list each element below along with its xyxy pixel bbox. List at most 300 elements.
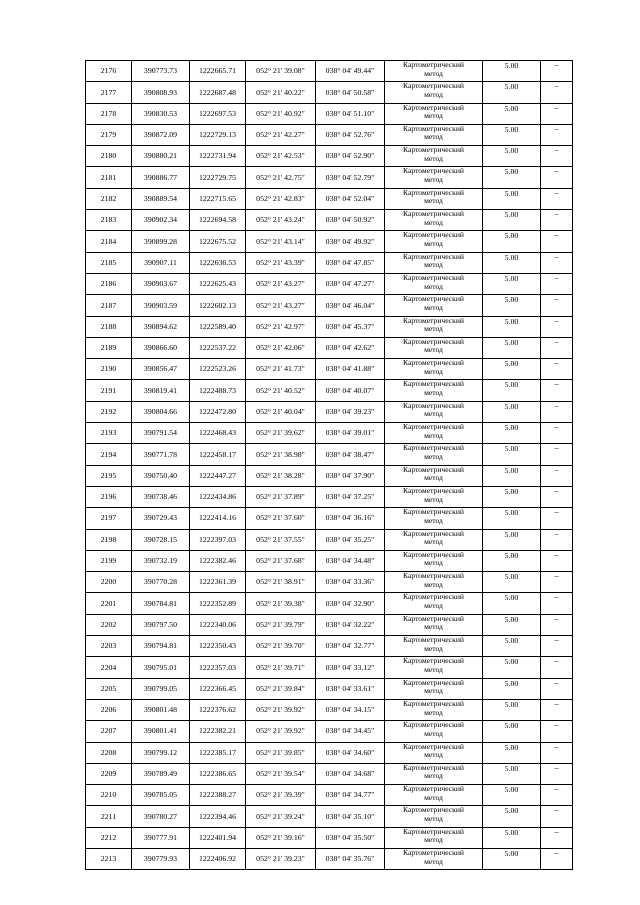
x-coordinate-cell: 390738.46 [132,486,190,507]
y-coordinate-cell: 1222357.03 [190,657,246,678]
coordinates-table [85,60,573,870]
method-cell [385,124,483,145]
method-cell [385,401,483,422]
y-coordinate-cell: 1222729.13 [190,124,246,145]
table-row [86,423,573,444]
x-coordinate-cell: 390866.60 [132,337,190,358]
longitude-cell: 038° 04' 37.25" [316,486,385,507]
point-number-cell: 2199 [86,550,132,571]
method-cell [385,231,483,252]
method-cell [385,444,483,465]
note-cell: – [541,61,573,82]
accuracy-cell: 5.00 [483,359,541,380]
accuracy-cell: 5.00 [483,465,541,486]
method-line-1: Картометрический [403,635,464,645]
accuracy-cell: 5.00 [483,508,541,529]
y-coordinate-cell: 1222366.45 [190,678,246,699]
note-cell: – [541,763,573,784]
latitude-cell: 052° 21' 39.79" [246,614,316,635]
latitude-cell: 052° 21' 38.91" [246,572,316,593]
point-number-cell: 2204 [86,657,132,678]
x-coordinate-cell: 390779.93 [132,848,190,869]
accuracy-cell: 5.00 [483,146,541,167]
note-cell: – [541,231,573,252]
method-cell [385,721,483,742]
method-line-2: метод [424,132,443,142]
method-cell [385,380,483,401]
x-coordinate-cell: 390804.66 [132,401,190,422]
table-row [86,465,573,486]
table-row [86,827,573,848]
method-cell [385,423,483,444]
note-cell: – [541,529,573,550]
latitude-cell: 052° 21' 37.89" [246,486,316,507]
table-row [86,508,573,529]
method-line-1: Картометрический [403,550,464,559]
method-line-1: Картометрический [403,81,464,91]
table-row [86,273,573,294]
x-coordinate-cell: 390799.12 [132,742,190,763]
method-line-1: Картометрический [403,230,464,240]
latitude-cell: 052° 21' 43.14" [246,231,316,252]
point-number-cell: 2198 [86,529,132,550]
point-number-cell: 2190 [86,359,132,380]
table-row [86,486,573,507]
latitude-cell: 052° 21' 40.52" [246,380,316,401]
method-cell [385,678,483,699]
y-coordinate-cell: 1222537.22 [190,337,246,358]
x-coordinate-cell: 390729.43 [132,508,190,529]
accuracy-cell: 5.00 [483,61,541,82]
accuracy-cell: 5.00 [483,401,541,422]
x-coordinate-cell: 390801.48 [132,699,190,720]
point-number-cell: 2208 [86,742,132,763]
latitude-cell: 052° 21' 42.53" [246,146,316,167]
longitude-cell: 038° 04' 45.37" [316,316,385,337]
y-coordinate-cell: 1222602.13 [190,295,246,316]
method-line-1: Картометрический [403,422,464,432]
table-row [86,678,573,699]
note-cell: – [541,337,573,358]
note-cell: – [541,124,573,145]
y-coordinate-cell: 1222697.53 [190,103,246,124]
note-cell: – [541,785,573,806]
method-cell [385,316,483,337]
longitude-cell: 038° 04' 34.60" [316,742,385,763]
point-number-cell: 2186 [86,273,132,294]
latitude-cell: 052° 21' 43.27" [246,273,316,294]
longitude-cell: 038° 04' 36.16" [316,508,385,529]
longitude-cell: 038° 04' 35.10" [316,806,385,827]
point-number-cell: 2196 [86,486,132,507]
method-line-2: метод [424,473,443,483]
point-number-cell: 2207 [86,721,132,742]
latitude-cell: 052° 21' 39.08" [246,61,316,82]
latitude-cell: 052° 21' 42.83" [246,188,316,209]
accuracy-cell: 5.00 [483,550,541,571]
method-line-2: метод [424,622,443,632]
method-line-1: Картометрический [403,507,464,517]
longitude-cell: 038° 04' 50.92" [316,210,385,231]
note-cell: – [541,678,573,699]
note-cell: – [541,188,573,209]
y-coordinate-cell: 1222352.89 [190,593,246,614]
x-coordinate-cell: 390773.73 [132,61,190,82]
longitude-cell: 038° 04' 52.90" [316,146,385,167]
longitude-cell: 038° 04' 51.10" [316,103,385,124]
method-line-2: метод [424,89,443,99]
accuracy-cell: 5.00 [483,316,541,337]
table-row [86,572,573,593]
table-row [86,614,573,635]
note-cell: – [541,657,573,678]
note-cell: – [541,465,573,486]
latitude-cell: 052° 21' 40.04" [246,401,316,422]
accuracy-cell: 5.00 [483,103,541,124]
point-number-cell: 2212 [86,827,132,848]
y-coordinate-cell: 1222523.26 [190,359,246,380]
method-line-1: Картометрический [403,571,464,581]
latitude-cell: 052° 21' 37.60" [246,508,316,529]
method-line-1: Картометрический [403,252,464,261]
note-cell: – [541,508,573,529]
table-row [86,529,573,550]
method-cell [385,82,483,103]
accuracy-cell: 5.00 [483,763,541,784]
longitude-cell: 038° 04' 34.45" [316,721,385,742]
table-row [86,806,573,827]
note-cell: – [541,82,573,103]
x-coordinate-cell: 390732.19 [132,550,190,571]
method-line-2: метод [424,558,443,568]
y-coordinate-cell: 1222447.27 [190,465,246,486]
method-line-1: Картометрический [403,720,464,730]
table-row [86,82,573,103]
x-coordinate-cell: 390791.54 [132,423,190,444]
table-row [86,593,573,614]
longitude-cell: 038° 04' 49.92" [316,231,385,252]
note-cell: – [541,827,573,848]
longitude-cell: 038° 04' 52.79" [316,167,385,188]
y-coordinate-cell: 1222715.65 [190,188,246,209]
table-row [86,359,573,380]
longitude-cell: 038° 04' 38.47" [316,444,385,465]
method-cell [385,529,483,550]
method-line-2: метод [424,324,443,334]
note-cell: – [541,380,573,401]
method-line-1: Картометрический [403,145,464,155]
table-row [86,380,573,401]
y-coordinate-cell: 1222687.48 [190,82,246,103]
x-coordinate-cell: 390872.09 [132,124,190,145]
method-line-1: Картометрический [403,103,464,112]
accuracy-cell: 5.00 [483,486,541,507]
point-number-cell: 2203 [86,636,132,657]
method-line-1: Картометрический [403,401,464,410]
x-coordinate-cell: 390903.67 [132,273,190,294]
point-number-cell: 2188 [86,316,132,337]
method-line-2: метод [424,792,443,802]
note-cell: – [541,273,573,294]
x-coordinate-cell: 390801.41 [132,721,190,742]
accuracy-cell: 5.00 [483,295,541,316]
method-cell [385,763,483,784]
note-cell: – [541,806,573,827]
accuracy-cell: 5.00 [483,657,541,678]
accuracy-cell: 5.00 [483,572,541,593]
point-number-cell: 2206 [86,699,132,720]
latitude-cell: 052° 21' 39.84" [246,678,316,699]
method-line-2: метод [424,643,443,653]
method-cell [385,742,483,763]
method-cell [385,146,483,167]
method-line-1: Картометрический [403,443,464,453]
x-coordinate-cell: 390889.54 [132,188,190,209]
method-cell [385,614,483,635]
longitude-cell: 038° 04' 52.76" [316,124,385,145]
longitude-cell: 038° 04' 35.76" [316,848,385,869]
x-coordinate-cell: 390856.47 [132,359,190,380]
point-number-cell: 2181 [86,167,132,188]
x-coordinate-cell: 390808.93 [132,82,190,103]
x-coordinate-cell: 390785.05 [132,785,190,806]
longitude-cell: 038° 04' 34.48" [316,550,385,571]
method-line-1: Картометрический [403,699,464,708]
x-coordinate-cell: 390902.34 [132,210,190,231]
y-coordinate-cell: 1222382.46 [190,550,246,571]
point-number-cell: 2180 [86,146,132,167]
accuracy-cell: 5.00 [483,785,541,806]
latitude-cell: 052° 21' 39.39" [246,785,316,806]
point-number-cell: 2210 [86,785,132,806]
accuracy-cell: 5.00 [483,742,541,763]
longitude-cell: 038° 04' 41.88" [316,359,385,380]
table-row [86,188,573,209]
method-line-1: Картометрический [403,337,464,346]
method-line-1: Картометрический [403,166,464,176]
longitude-cell: 038° 04' 35.25" [316,529,385,550]
method-cell [385,295,483,316]
method-cell [385,273,483,294]
x-coordinate-cell: 390894.62 [132,316,190,337]
table-row [86,742,573,763]
accuracy-cell: 5.00 [483,380,541,401]
point-number-cell: 2187 [86,295,132,316]
y-coordinate-cell: 1222350.43 [190,636,246,657]
latitude-cell: 052° 21' 41.73" [246,359,316,380]
method-line-1: Картометрический [403,763,464,772]
x-coordinate-cell: 390830.53 [132,103,190,124]
accuracy-cell: 5.00 [483,721,541,742]
point-number-cell: 2211 [86,806,132,827]
method-line-2: метод [424,217,443,227]
x-coordinate-cell: 390770.28 [132,572,190,593]
method-cell [385,848,483,869]
latitude-cell: 052° 21' 39.70" [246,636,316,657]
method-cell [385,252,483,273]
accuracy-cell: 5.00 [483,699,541,720]
method-cell [385,593,483,614]
note-cell: – [541,593,573,614]
method-line-1: Картометрический [403,316,464,325]
latitude-cell: 052° 21' 39.92" [246,699,316,720]
longitude-cell: 038° 04' 35.50" [316,827,385,848]
method-line-2: метод [424,281,443,291]
point-number-cell: 2192 [86,401,132,422]
note-cell: – [541,210,573,231]
accuracy-cell: 5.00 [483,636,541,657]
method-line-1: Картометрический [403,294,464,304]
table-row [86,231,573,252]
method-cell [385,572,483,593]
note-cell: – [541,146,573,167]
table-row [86,295,573,316]
x-coordinate-cell: 390789.49 [132,763,190,784]
y-coordinate-cell: 1222589.40 [190,316,246,337]
table-row [86,721,573,742]
method-line-2: метод [424,515,443,525]
method-cell [385,465,483,486]
note-cell: – [541,614,573,635]
x-coordinate-cell: 390903.59 [132,295,190,316]
method-line-2: метод [424,494,443,504]
method-line-1: Картометрический [403,465,464,474]
method-line-2: метод [424,601,443,611]
latitude-cell: 052° 21' 38.28" [246,465,316,486]
note-cell: – [541,444,573,465]
method-line-2: метод [424,771,443,781]
latitude-cell: 052° 21' 39.54" [246,763,316,784]
method-cell [385,550,483,571]
point-number-cell: 2202 [86,614,132,635]
y-coordinate-cell: 1222468.43 [190,423,246,444]
point-number-cell: 2209 [86,763,132,784]
method-cell [385,486,483,507]
y-coordinate-cell: 1222488.73 [190,380,246,401]
method-line-2: метод [424,238,443,248]
method-line-2: метод [424,430,443,440]
x-coordinate-cell: 390795.01 [132,657,190,678]
method-line-2: метод [424,835,443,845]
note-cell: – [541,572,573,593]
method-line-2: метод [424,664,443,674]
method-line-1: Картометрический [403,592,464,602]
x-coordinate-cell: 390777.91 [132,827,190,848]
point-number-cell: 2193 [86,423,132,444]
y-coordinate-cell: 1222731.94 [190,146,246,167]
latitude-cell: 052° 21' 42.27" [246,124,316,145]
longitude-cell: 038° 04' 42.62" [316,337,385,358]
longitude-cell: 038° 04' 47.85" [316,252,385,273]
note-cell: – [541,316,573,337]
latitude-cell: 052° 21' 43.27" [246,295,316,316]
point-number-cell: 2191 [86,380,132,401]
longitude-cell: 038° 04' 33.12" [316,657,385,678]
point-number-cell: 2201 [86,593,132,614]
method-cell [385,188,483,209]
method-line-2: метод [424,153,443,163]
method-cell [385,636,483,657]
method-cell [385,508,483,529]
method-line-2: метод [424,366,443,376]
accuracy-cell: 5.00 [483,827,541,848]
accuracy-cell: 5.00 [483,167,541,188]
x-coordinate-cell: 390728.15 [132,529,190,550]
method-line-1: Картометрический [403,188,464,197]
method-line-2: метод [424,728,443,738]
latitude-cell: 052° 21' 39.71" [246,657,316,678]
point-number-cell: 2178 [86,103,132,124]
method-line-2: метод [424,537,443,547]
accuracy-cell: 5.00 [483,678,541,699]
y-coordinate-cell: 1222472.80 [190,401,246,422]
y-coordinate-cell: 1222414.16 [190,508,246,529]
y-coordinate-cell: 1222458.17 [190,444,246,465]
method-line-2: метод [424,175,443,185]
note-cell: – [541,742,573,763]
latitude-cell: 052° 21' 39.23" [246,848,316,869]
method-cell [385,699,483,720]
latitude-cell: 052° 21' 42.97" [246,316,316,337]
note-cell: – [541,848,573,869]
table-row [86,210,573,231]
y-coordinate-cell: 1222361.39 [190,572,246,593]
method-line-2: метод [424,345,443,355]
method-line-1: Картометрический [403,273,464,282]
table-row [86,103,573,124]
accuracy-cell: 5.00 [483,529,541,550]
point-number-cell: 2184 [86,231,132,252]
longitude-cell: 038° 04' 50.58" [316,82,385,103]
longitude-cell: 038° 04' 39.23" [316,401,385,422]
method-line-1: Картометрический [403,209,464,219]
x-coordinate-cell: 390784.81 [132,593,190,614]
method-line-1: Картометрический [403,805,464,815]
table-row [86,848,573,869]
method-line-1: Картометрический [403,784,464,794]
latitude-cell: 052° 21' 39.16" [246,827,316,848]
accuracy-cell: 5.00 [483,210,541,231]
point-number-cell: 2205 [86,678,132,699]
table-body [86,61,573,870]
x-coordinate-cell: 390819.41 [132,380,190,401]
method-line-1: Картометрический [403,614,464,623]
method-cell [385,167,483,188]
accuracy-cell: 5.00 [483,231,541,252]
point-number-cell: 2176 [86,61,132,82]
longitude-cell: 038° 04' 34.68" [316,763,385,784]
method-line-1: Картометрический [403,848,464,857]
latitude-cell: 052° 21' 39.92" [246,721,316,742]
method-line-1: Картометрический [403,60,464,69]
method-line-2: метод [424,196,443,206]
y-coordinate-cell: 1222388.27 [190,785,246,806]
method-cell [385,827,483,848]
method-line-2: метод [424,813,443,823]
y-coordinate-cell: 1222434.86 [190,486,246,507]
note-cell: – [541,486,573,507]
latitude-cell: 052° 21' 37.55" [246,529,316,550]
table-row [86,61,573,82]
longitude-cell: 038° 04' 32.77" [316,636,385,657]
table-row [86,550,573,571]
y-coordinate-cell: 1222665.71 [190,61,246,82]
method-line-2: метод [424,579,443,589]
accuracy-cell: 5.00 [483,82,541,103]
method-line-1: Картометрический [403,529,464,538]
note-cell: – [541,401,573,422]
method-line-1: Картометрический [403,827,464,836]
